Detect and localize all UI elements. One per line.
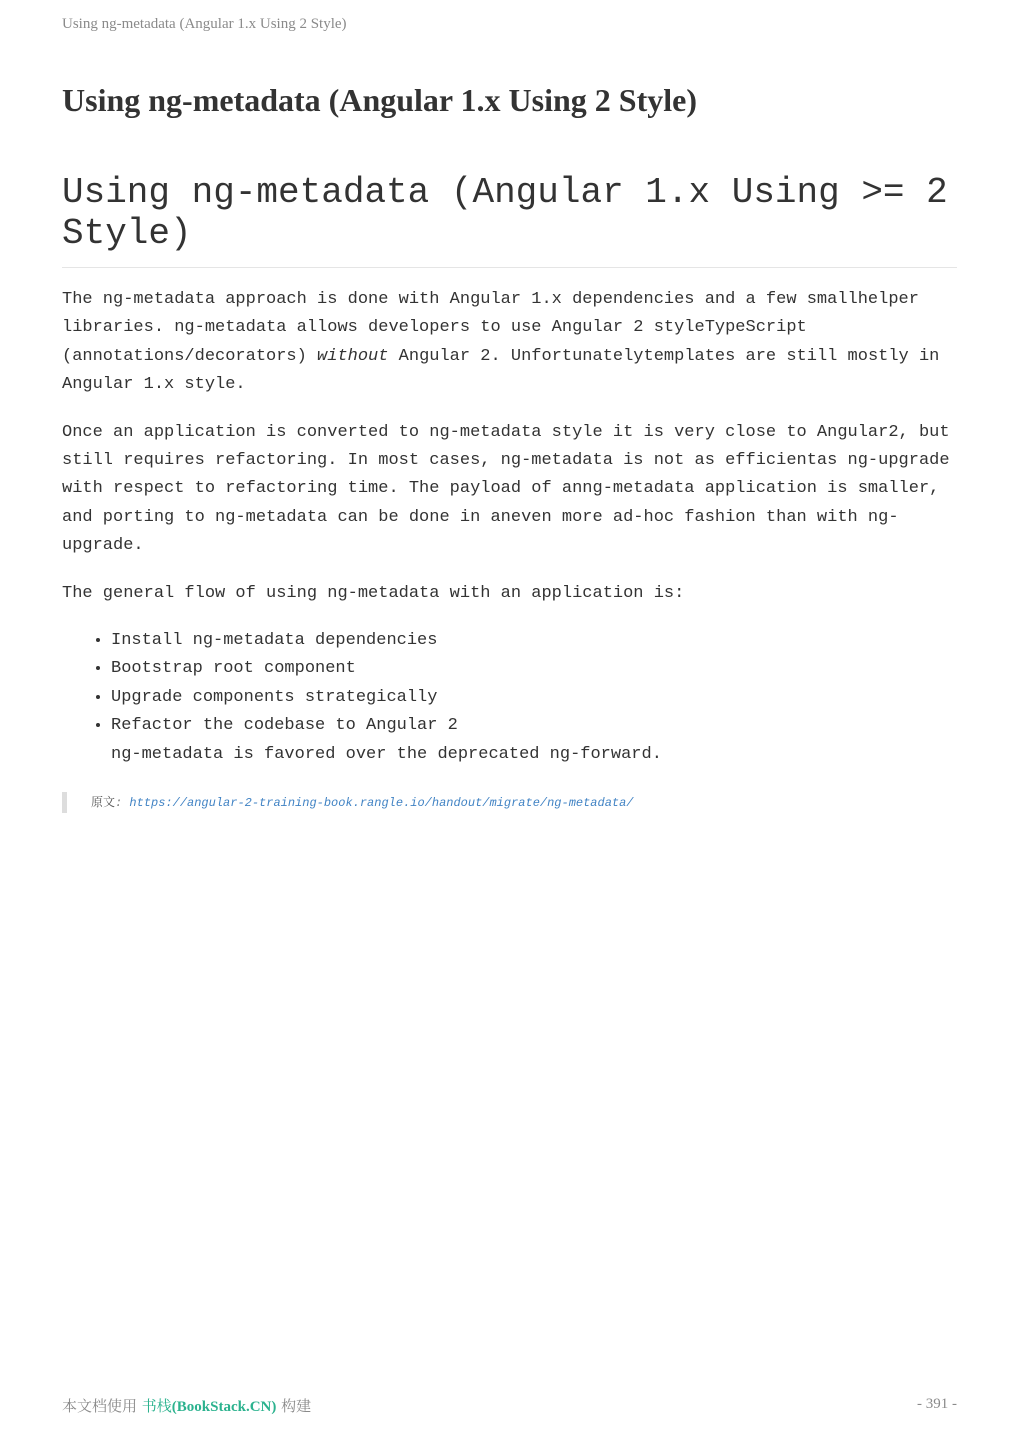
conversion-paragraph: Once an application is converted to ng-metadata style it is very close to Angular2, but still requires refactoring. In most cases, ng-metadata is not as efficientas ng-upgrade with respect to refactoring time. The payload of anng-metadata application is smaller, and porting to ng-metadata can be done in aneven more ad-hoc fashion than with ng-upgrade. (62, 422, 950, 556)
section-title: Using ng-metadata (Angular 1.x Using >= 2 Style) (62, 172, 957, 268)
list-item (111, 712, 957, 769)
brand-name-cn: 书栈 (141, 1397, 172, 1415)
source-label: 原文 (91, 795, 116, 809)
list-item-text: Refactor the codebase to Angular 2 (111, 716, 458, 736)
migration-steps-list (62, 627, 957, 769)
list-item: • Bootstrap root component (111, 655, 957, 683)
source-colon: : (115, 796, 130, 810)
page-number: - 391 - (917, 1396, 957, 1412)
article-body (62, 286, 957, 788)
footer-prefix: 本文档使用 (62, 1397, 142, 1415)
source-blockquote (62, 792, 957, 813)
running-header: Using ng-metadata (Angular 1.x Using 2 Style) (62, 16, 347, 32)
flow-intro-paragraph: The general flow of using ng-metadata with an application is: (62, 583, 685, 603)
list-item: • Upgrade components strategically (111, 684, 957, 712)
bookstack-brand-link[interactable] (142, 1399, 277, 1415)
intro-paragraph (62, 286, 957, 400)
brand-name-en: (BookStack.CN) (171, 1399, 277, 1415)
intro-text-end: Angular 2. Unfortunatelytemplates are still mostly in Angular 1.x style. (62, 346, 940, 395)
footer-suffix: 构建 (276, 1397, 312, 1415)
intro-text-start: The ng-metadata approach is done with Angular 1.x dependencies and a few smallhelper libraries. ng-metadata allows developers to use Angular 2 styleTypeScript (annotations/decorators) (62, 290, 919, 366)
list-item-continuation: ng-metadata is favored over the deprecated ng-forward. (111, 744, 662, 764)
footer-credit (62, 1395, 311, 1416)
chapter-title: Using ng-metadata (Angular 1.x Using 2 Style) (62, 82, 697, 118)
list-item: • Install ng-metadata dependencies (111, 627, 957, 655)
intro-emphasis: without (317, 346, 389, 366)
source-link[interactable]: https://angular-2-training-book.rangle.io/handout/migrate/ng-metadata/ (129, 796, 634, 810)
